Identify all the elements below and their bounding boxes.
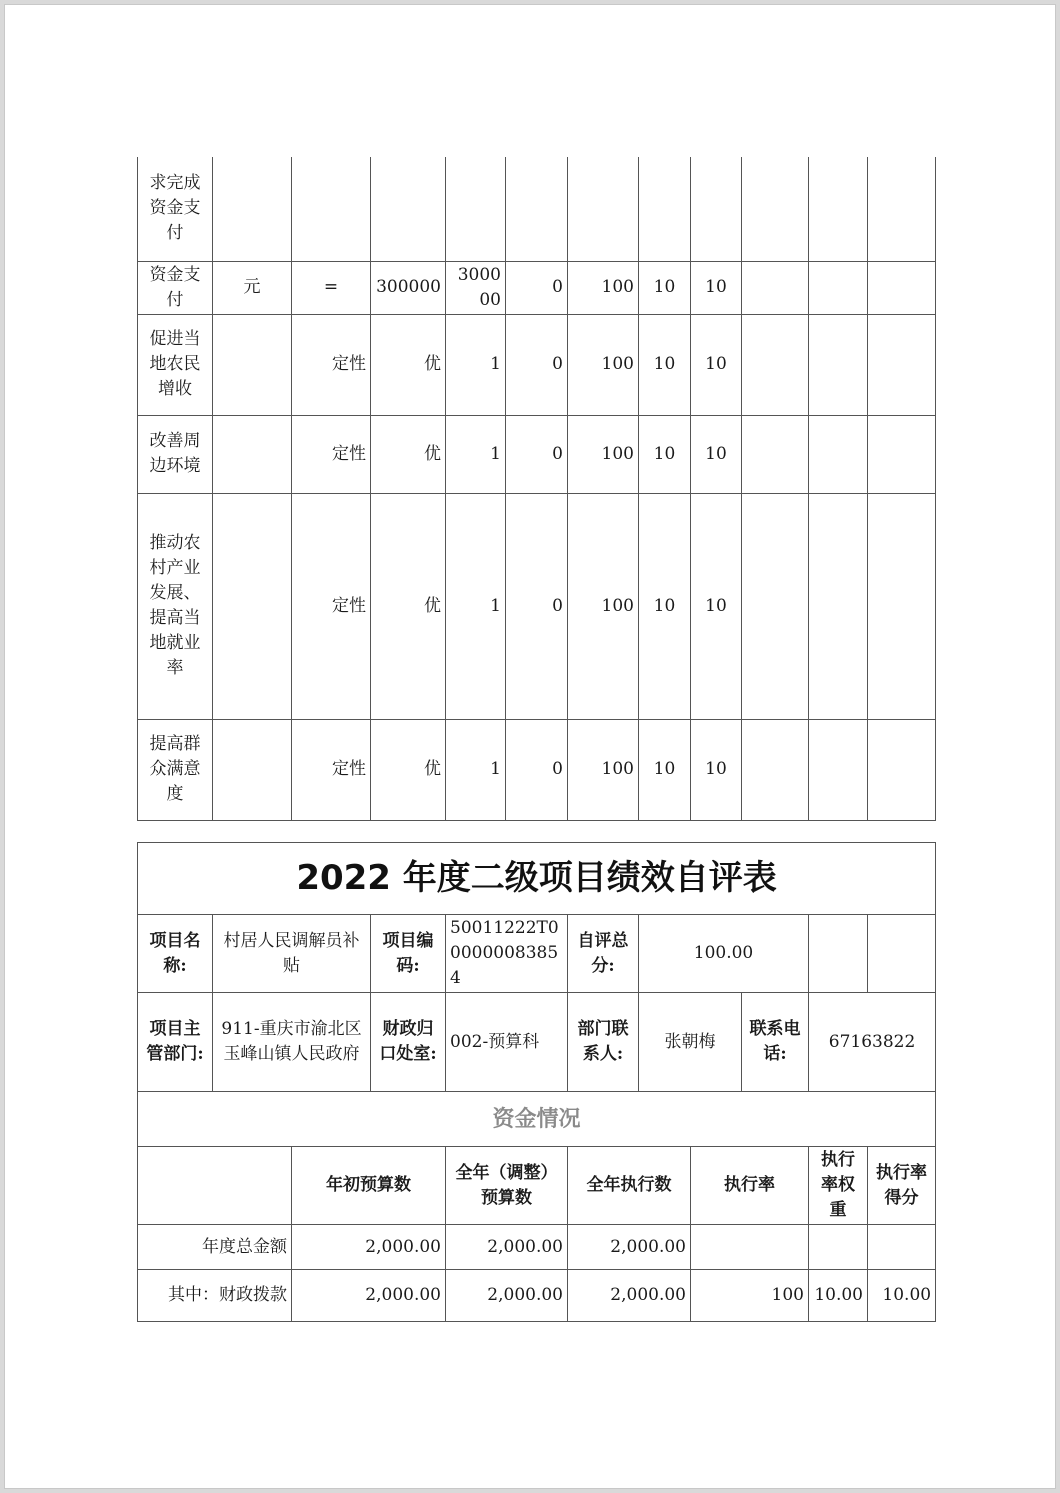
indicator-weight: 10 [639, 415, 691, 493]
funds-header: 全年（调整）预算数 [446, 1147, 568, 1225]
funds-header: 执行率得分 [868, 1147, 936, 1225]
indicator-unit: 元 [213, 261, 292, 314]
indicator-weight: 10 [639, 719, 691, 820]
indicator-target: 优 [371, 493, 446, 719]
indicator-rate: 100 [568, 415, 639, 493]
funds-initial: 2,000.00 [292, 1270, 446, 1322]
indicator-unit [213, 493, 292, 719]
project-code: 50011222T000000083854 [446, 915, 568, 993]
indicator-rate: 100 [568, 261, 639, 314]
indicator-name: 资金支付 [138, 261, 213, 314]
indicator-operator: 定性 [292, 493, 371, 719]
finance-office-label: 财政归口处室: [371, 993, 446, 1092]
funds-initial: 2,000.00 [292, 1225, 446, 1270]
funds-row-label: 其中：财政拨款 [138, 1270, 292, 1322]
contact: 张朝梅 [639, 993, 742, 1092]
funds-score: 10.00 [868, 1270, 936, 1322]
table-row [138, 157, 936, 261]
indicator-operator: 定性 [292, 314, 371, 415]
table-row [138, 493, 936, 719]
funds-score [868, 1225, 936, 1270]
document-page [4, 4, 1056, 1489]
funds-row [138, 1270, 936, 1322]
dept: 911-重庆市渝北区玉峰山镇人民政府 [213, 993, 371, 1092]
indicator-actual: 1 [446, 415, 506, 493]
indicator-unit [213, 415, 292, 493]
indicator-name: 推动农村产业发展、提高当地就业率 [138, 493, 213, 719]
funds-section-title: 资金情况 [138, 1092, 936, 1147]
funds-executed: 2,000.00 [568, 1270, 691, 1322]
table-row [138, 719, 936, 820]
project-name-label: 项目名称: [138, 915, 213, 993]
funds-row [138, 1225, 936, 1270]
indicator-name: 提高群众满意度 [138, 719, 213, 820]
indicator-actual: 300000 [446, 261, 506, 314]
indicator-deviation: 0 [506, 261, 568, 314]
indicator-name: 改善周边环境 [138, 415, 213, 493]
indicator-rate: 100 [568, 314, 639, 415]
dept-label: 项目主管部门: [138, 993, 213, 1092]
funds-weight [809, 1225, 868, 1270]
indicator-name: 促进当地农民增收 [138, 314, 213, 415]
funds-header-row [138, 1147, 936, 1225]
indicator-score: 10 [691, 719, 742, 820]
indicator-actual: 1 [446, 493, 506, 719]
indicator-operator: 定性 [292, 719, 371, 820]
table-row [138, 415, 936, 493]
indicator-deviation: 0 [506, 415, 568, 493]
table-row [138, 314, 936, 415]
funds-header: 年初预算数 [292, 1147, 446, 1225]
funds-executed: 2,000.00 [568, 1225, 691, 1270]
evaluation-form-table [137, 842, 936, 1322]
indicator-weight: 10 [639, 261, 691, 314]
indicator-actual: 1 [446, 314, 506, 415]
indicator-operator: 定性 [292, 415, 371, 493]
title-row [138, 843, 936, 915]
self-score: 100.00 [639, 915, 809, 993]
project-name: 村居人民调解员补贴 [213, 915, 371, 993]
section-row [138, 1092, 936, 1147]
table-row [138, 261, 936, 314]
funds-adjusted: 2,000.00 [446, 1225, 568, 1270]
indicator-actual: 1 [446, 719, 506, 820]
funds-header: 执行率权重 [809, 1147, 868, 1225]
contact-label: 部门联系人: [568, 993, 639, 1092]
indicator-rate: 100 [568, 719, 639, 820]
indicator-name: 求完成资金支付 [138, 157, 213, 261]
performance-indicators-table [137, 157, 936, 821]
funds-rate: 100 [691, 1270, 809, 1322]
department-info-row [138, 993, 936, 1092]
funds-row-label: 年度总金额 [138, 1225, 292, 1270]
indicator-deviation: 0 [506, 493, 568, 719]
self-score-label: 自评总分: [568, 915, 639, 993]
indicator-target: 300000 [371, 261, 446, 314]
funds-weight: 10.00 [809, 1270, 868, 1322]
indicator-score: 10 [691, 415, 742, 493]
phone: 67163822 [809, 993, 936, 1092]
funds-rate [691, 1225, 809, 1270]
indicator-rate: 100 [568, 493, 639, 719]
finance-office: 002-预算科 [446, 993, 568, 1092]
funds-header: 全年执行数 [568, 1147, 691, 1225]
indicator-weight: 10 [639, 493, 691, 719]
project-code-label: 项目编码: [371, 915, 446, 993]
indicator-score: 10 [691, 493, 742, 719]
project-info-row [138, 915, 936, 993]
indicator-deviation: 0 [506, 719, 568, 820]
indicator-weight: 10 [639, 314, 691, 415]
indicator-score: 10 [691, 261, 742, 314]
indicator-unit [213, 314, 292, 415]
indicator-target: 优 [371, 415, 446, 493]
indicator-target: 优 [371, 314, 446, 415]
indicator-score: 10 [691, 314, 742, 415]
indicator-deviation: 0 [506, 314, 568, 415]
indicator-target: 优 [371, 719, 446, 820]
phone-label: 联系电话: [742, 993, 809, 1092]
funds-adjusted: 2,000.00 [446, 1270, 568, 1322]
indicator-unit [213, 719, 292, 820]
funds-header: 执行率 [691, 1147, 809, 1225]
form-title: 2022 年度二级项目绩效自评表 [138, 843, 936, 915]
indicator-operator: = [292, 261, 371, 314]
